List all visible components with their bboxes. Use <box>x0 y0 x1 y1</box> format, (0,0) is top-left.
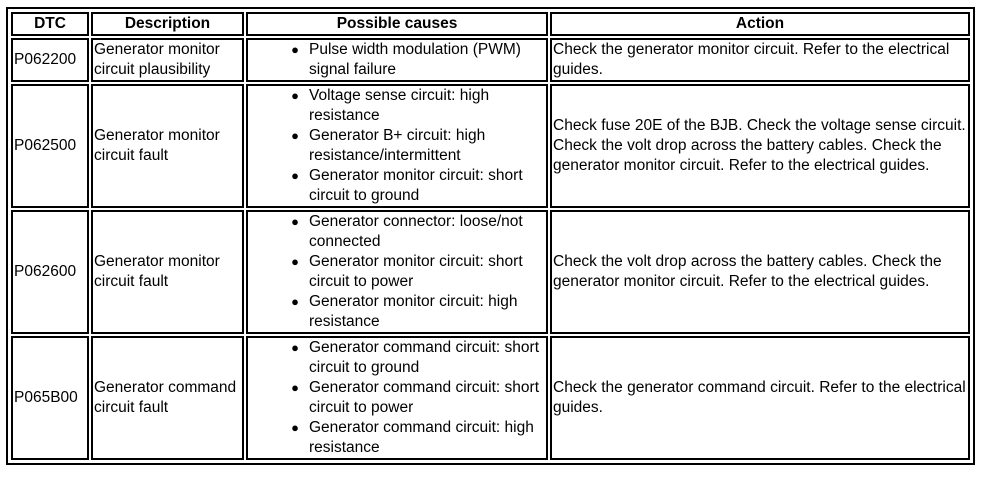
cause-text: Generator monitor circuit: short circuit to ground <box>309 167 523 204</box>
header-dtc: DTC <box>11 12 89 36</box>
bullet-icon: ● <box>291 254 299 269</box>
table-row <box>11 336 970 460</box>
cause-item <box>249 86 545 126</box>
dtc-table-frame <box>6 7 975 465</box>
action-cell: Check the generator command circuit. Refer to the electrical guides. <box>550 336 970 460</box>
dtc-code: P062200 <box>11 38 89 82</box>
cause-item <box>249 252 545 292</box>
cause-text: Generator command circuit: high resistance <box>309 419 534 456</box>
bullet-icon: ● <box>291 42 299 57</box>
causes-cell <box>246 210 548 334</box>
bullet-icon: ● <box>291 168 299 183</box>
dtc-code: P062600 <box>11 210 89 334</box>
dtc-code: P065B00 <box>11 336 89 460</box>
action-cell: Check fuse 20E of the BJB. Check the voltage sense circuit. Check the volt drop across the battery cables. Check the generator monitor circuit. Refer to the electrical guides. <box>550 84 970 208</box>
causes-list <box>249 40 545 80</box>
causes-list <box>249 86 545 206</box>
cause-text: Pulse width modulation (PWM) signal failure <box>309 41 521 78</box>
cause-item <box>249 126 545 166</box>
causes-cell <box>246 84 548 208</box>
bullet-icon: ● <box>291 128 299 143</box>
bullet-icon: ● <box>291 340 299 355</box>
cause-text: Generator monitor circuit: short circuit to power <box>309 253 523 290</box>
bullet-icon: ● <box>291 88 299 103</box>
cause-item <box>249 418 545 458</box>
cause-item <box>249 212 545 252</box>
cause-item <box>249 40 545 80</box>
header-action: Action <box>550 12 970 36</box>
table-row <box>11 210 970 334</box>
dtc-table <box>9 10 972 462</box>
bullet-icon: ● <box>291 294 299 309</box>
causes-list <box>249 212 545 332</box>
cause-item <box>249 292 545 332</box>
causes-list <box>249 338 545 458</box>
bullet-icon: ● <box>291 214 299 229</box>
cause-text: Generator B+ circuit: high resistance/intermittent <box>309 127 486 164</box>
description-cell: Generator monitor circuit plausibility <box>91 38 244 82</box>
causes-cell <box>246 38 548 82</box>
description-cell: Generator monitor circuit fault <box>91 210 244 334</box>
action-cell: Check the generator monitor circuit. Refer to the electrical guides. <box>550 38 970 82</box>
cause-text: Generator command circuit: short circuit to power <box>309 379 540 416</box>
cause-item <box>249 166 545 206</box>
cause-text: Voltage sense circuit: high resistance <box>309 87 490 124</box>
cause-text: Generator command circuit: short circuit to ground <box>309 339 540 376</box>
header-possible-causes: Possible causes <box>246 12 548 36</box>
description-cell: Generator monitor circuit fault <box>91 84 244 208</box>
dtc-code: P062500 <box>11 84 89 208</box>
cause-item <box>249 378 545 418</box>
action-cell: Check the volt drop across the battery cables. Check the generator monitor circuit. Refer to the electrical guides. <box>550 210 970 334</box>
table-row <box>11 38 970 82</box>
bullet-icon: ● <box>291 380 299 395</box>
cause-item <box>249 338 545 378</box>
table-header-row <box>11 12 970 36</box>
header-description: Description <box>91 12 244 36</box>
causes-cell <box>246 336 548 460</box>
cause-text: Generator monitor circuit: high resistance <box>309 293 518 330</box>
description-cell: Generator command circuit fault <box>91 336 244 460</box>
bullet-icon: ● <box>291 420 299 435</box>
table-row <box>11 84 970 208</box>
cause-text: Generator connector: loose/not connected <box>309 213 523 250</box>
